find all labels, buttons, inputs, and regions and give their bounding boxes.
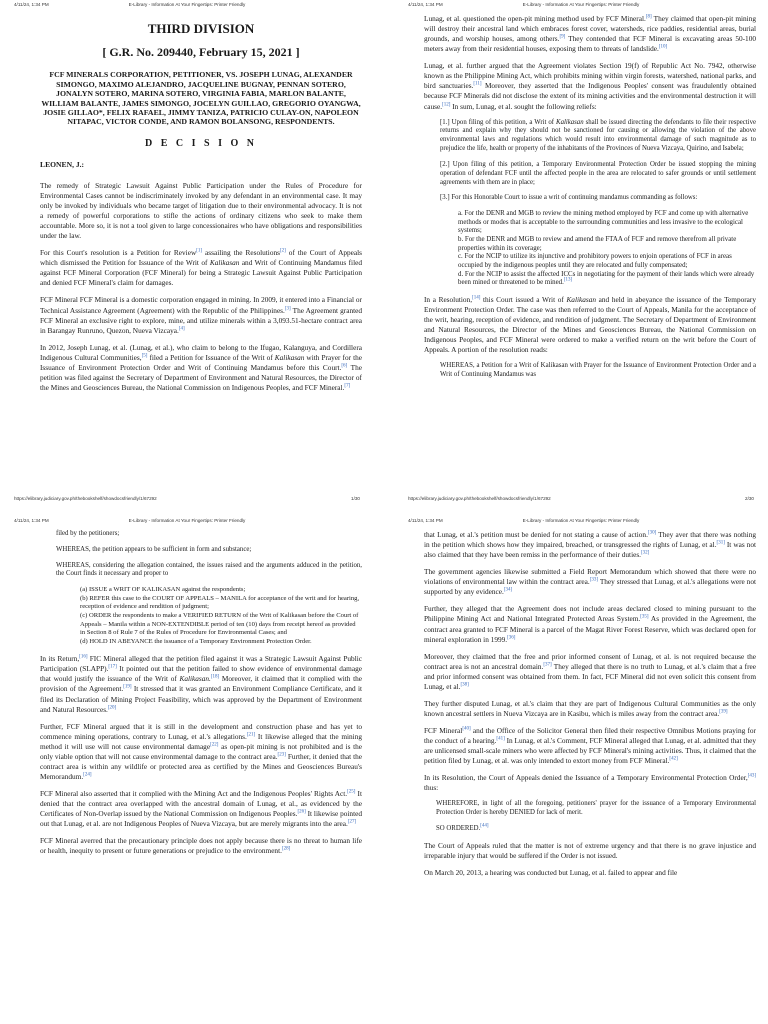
paragraph: FCF Mineral[40] and the Office of the Solicitor General then filed their respective Omnibus Motions praying for the conduct of a hearing.[41] In Lunag, et al.'s Comment, FCF Mineral alleged that Lunag, et al. admitted that they are unlicensed small-scale miners who were affected by FCF Mineral's mining activities. Thus, it claimed that the petition filed by Lunag, et al. was only intended to extort money from FCF Mineral.[42] <box>424 726 756 766</box>
page-body <box>424 14 756 492</box>
decision-heading: D E C I S I O N <box>145 137 257 149</box>
paragraph: FCF Mineral FCF Mineral is a domestic corporation engaged in mining. In 2009, it entered into a Financial or Technical Assistance Agreement (Agreement) with the Republic of the Philippines.[3] The Agreement granted FCF Mineral an exclusive right to explore, mine, and utilize minerals within a 3,093.51-hectare contract area in Barangay Runruno, Quezon, Nueva Vizcaya.[4] <box>40 295 363 335</box>
footnote-link[interactable]: [22] <box>210 742 219 748</box>
paragraph: In its Resolution, the Court of Appeals denied the Issuance of a Temporary Environmental Protection Order,[43] thus: <box>424 773 756 793</box>
print-date: 4/11/24, 1:34 PM <box>14 2 49 7</box>
print-header <box>408 518 754 526</box>
footnote-link[interactable]: [44] <box>480 823 489 829</box>
footnote-link[interactable]: [37] <box>543 662 552 668</box>
list-item: b. For the DENR and MGB to review and amend the FTAA of FCF and remove therefrom all private properties within its coverage; <box>458 236 737 252</box>
page-2 <box>394 0 768 506</box>
page-body <box>40 530 362 1008</box>
footnote-link[interactable]: [27] <box>347 819 357 825</box>
paragraph: Further, FCF Mineral argued that it is still in the development and construction phase and has yet to commence mining operations, contrary to Lunag, et al.'s allegations.[21] It likewise alleged that the mining method it will use will not cause environmental damage[22] as open-pit mining is not prohibited and is the only viable option that will not cause environmental damage to the contract area.[23] Further, it denied that the contract area is within any wildlife or protected area as certified by the Mines and Geosciences Bureau's Memorandum.[24] <box>40 721 363 781</box>
list-item: c. For the NCIP to utilize its injunctive and prohibitory powers to enjoin operations of FCF in areas occupied by the indigenous peoples until they are relocated and fully compensated; <box>458 253 732 269</box>
list-item: d. For the NCIP to assist the affected ICCs in negotiating for the payment of their lands which were already been mined or threatened to be mined.[13] <box>458 270 755 287</box>
paragraph: For this Court's resolution is a Petition for Review[1] assailing the Resolutions[2] of the Court of Appeals which dismissed the Petition for Issuance of the Writ of Kalikasan and Writ of Continuing Mandamus filed against FCF Mineral Corporation (FCF Mineral) for being a Strategic Lawsuit Against Public Participation and denied FCF Mineral's claim for damages. <box>40 248 362 288</box>
print-header <box>408 2 754 10</box>
footnote-link[interactable]: [3] <box>284 306 291 312</box>
page-3 <box>0 516 374 1022</box>
footnote-link[interactable]: [18] <box>210 674 220 680</box>
footnote-link[interactable]: [9] <box>559 34 566 40</box>
list-item: (c) ORDER the respondents to make a VERIFIED RETURN of the Writ of Kalikasan before the Court of Appeals – Manila within a NON-EXTENDIBLE period of ten (10) days from receipt hereof as provided in Section 8 of Rule 7 of the Rules of Procedure for Environmental Cases; and <box>80 612 359 637</box>
list-item: (b) REFER this case to the COURT OF APPEALS – MANILA for acceptance of the writ and for hearing, reception of evidence and rendition of judgment; <box>80 594 360 611</box>
footnote-link[interactable]: [35] <box>640 615 649 621</box>
ponente: LEONEN, J.: <box>40 160 85 170</box>
page-number: 1/30 <box>351 496 360 501</box>
print-site-title: E-Library - Information At Your Fingertips: Printer Friendly <box>522 2 640 7</box>
footnote-link[interactable]: [5] <box>141 353 148 359</box>
footnote-link[interactable]: [42] <box>669 756 678 762</box>
print-site-title: E-Library - Information At Your Fingertips: Printer Friendly <box>128 2 246 7</box>
list-item: (a) ISSUE a WRIT OF KALIKASAN against the respondents; <box>80 586 246 594</box>
list-item: a. For the DENR and MGB to review the mining method employed by FCF and come up with alternative methods or modes that is acceptable to the surrounding communities and less invasive to the ecological systems; <box>458 210 749 235</box>
relief-quote: [3.] For this Honorable Court to issue a writ of continuing mandamus commanding as follows: <box>440 194 698 202</box>
paragraph: Lunag, et al. questioned the open-pit mining method used by FCF Mineral.[8] They claimed that open-pit mining will destroy their ancestral land which embraces forest cover, watersheds, rice paddies, residential areas, burial grounds, and worship houses, among others.[9] They contended that FCF Mineral is excavating areas 50-100 meters away from their residential houses, exposing them to threats of landslide.[10] <box>424 14 757 54</box>
print-header <box>14 2 360 10</box>
footnote-link[interactable]: [31] <box>716 540 725 546</box>
paragraph: FCF Mineral also asserted that it complied with the Mining Act and the Indigenous Peoples' Rights Act.[25] It denied that the contract area overlapped with the ancestral domain of Lunag, et al., as evidenced by the Certificates of Non-Overlap issued by the National Commission on Indigenous Peoples.[26] It likewise pointed out that Lunag, et al. are not Indigenous Peoples of Nueva Vizcaya, but are merely migrants into the area.[27] <box>40 789 362 829</box>
page-1 <box>0 0 374 506</box>
footnote-link[interactable]: [4] <box>178 326 185 332</box>
resolution-quote: WHEREAS, the petition appears to be sufficient in form and substance; <box>56 545 252 553</box>
footnote-link[interactable]: [33] <box>589 577 599 583</box>
footnote-link[interactable]: [23] <box>277 752 286 758</box>
footnote-link[interactable]: [12] <box>442 102 451 108</box>
footnote-link[interactable]: [6] <box>341 363 348 369</box>
resolution-quote: filed by the petitioners; <box>56 530 120 537</box>
order-list <box>80 586 362 646</box>
relief-quote: [2.] Upon filing of this petition, a Temporary Environmental Protection Order be issued stopping the mining operation of defendant FCF until the affected people in the area are relocated to safer grounds or until settlement agreements with them are in place; <box>440 160 756 186</box>
footnote-link[interactable]: [8] <box>645 14 652 20</box>
footnote-link[interactable]: [11] <box>473 81 482 87</box>
print-footer <box>408 496 754 504</box>
footnote-link[interactable]: [30] <box>647 530 657 536</box>
paragraph: The Court of Appeals ruled that the matter is not of extreme urgency and that there is no grave injustice and irreparable injury that would be suffered if the Order is not issued. <box>424 840 756 860</box>
document-url[interactable]: https://elibrary.judiciary.gov.ph/thebookshelf/showdocsfriendly/1/67292 <box>14 496 157 501</box>
footnote-link[interactable]: [16] <box>79 654 88 660</box>
list-item: (d) HOLD IN ABEYANCE the issuance of a Temporary Environment Protection Order. <box>80 637 312 645</box>
print-date: 4/11/24, 1:34 PM <box>408 2 443 7</box>
page-body <box>424 530 756 1008</box>
footnote-link[interactable]: [19] <box>123 685 132 691</box>
footnote-link[interactable]: [40] <box>462 726 471 732</box>
footnote-link[interactable]: [7] <box>344 383 351 389</box>
footnote-link[interactable]: [20] <box>107 705 117 711</box>
print-site-title: E-Library - Information At Your Fingertips: Printer Friendly <box>128 518 246 523</box>
print-date: 4/11/24, 1:34 PM <box>14 518 49 523</box>
paragraph: The remedy of Strategic Lawsuit Against Public Participation under the Rules of Procedure for Environmental Cases cannot be indiscriminately invoked by any defendant in an environmental case. It may only be invoked by individuals who became target of litigation due to their environmental advocacy. It is not a remedy of powerful corporations to stifle the actions of ordinary citizens who seek to make them accountable. More so, it is not a tool given to large concessionaires who have obligations and responsibilities under the law. <box>40 180 362 241</box>
footnote-link[interactable]: [2] <box>279 248 286 254</box>
footnote-link[interactable]: [36] <box>507 635 516 641</box>
paragraph: Further, they alleged that the Agreement does not include areas declared closed to mining pursuant to the Philippine Mining Act and National Integrated Protected Areas System.[35] As provided in the Agreement, the contract area granted to FCF Mineral is a parcel of the Magat River Forest Reserve, which was declared open for mineral exploration in 1999.[36] <box>424 604 757 644</box>
relief-list <box>458 210 756 288</box>
footnote-link[interactable]: [10] <box>658 44 668 50</box>
relief-quote: [1.] Upon filing of this petition, a Writ of Kalikasan shall be issued directing the defendants to file their respective returns and explain why they should not be sanctioned for causing or allowing the violation of the above environmental laws and regulations which would result into environmental damage of such magnitude as to prejudice the life, health or property of the inhabitants of the Provinces of Nueva Vizcaya, Quirino, and Isabela; <box>440 118 756 153</box>
footnote-link[interactable]: [43] <box>747 773 756 779</box>
footnote-link[interactable]: [21] <box>246 732 256 738</box>
page-4 <box>394 516 768 1022</box>
print-date: 4/11/24, 1:34 PM <box>408 518 443 523</box>
paragraph: The government agencies likewise submitted a Field Report Memorandum which showed that there were no violations of environmental law within the contract area.[33] They stressed that Lunag, et al.'s allegations were not supported by any evidence.[34] <box>424 567 756 597</box>
paragraph: In a Resolution,[14] this Court issued a Writ of Kalikasan and held in abeyance the issuance of the Temporary Environment Protection Order. The case was then referred to the Court of Appeals, Manila for the acceptance of the writ, hearing, reception of evidence, and rendition of judgment. The Secretary of Department of Environment and Natural Resources, the Director of the Mines and Geosciences Bureau, the National Commission on Indigenous Peoples, and FCF Mineral were ordered to make a verified return on the writ before the Court of Appeals. A portion of the resolution reads: <box>424 294 756 355</box>
page-body <box>40 14 362 492</box>
paragraph: Moreover, they claimed that the free and prior informed consent of Lunag, et al. is not required because the contract area is not an ancestral domain.[37] They alleged that there is no truth to Lunag, et al.'s claim that a free and prior informed consent was obtained from them. In fact, FCF Mineral did not even solicit this consent from Lunag, et al.[38] <box>424 651 757 691</box>
paragraph: that Lunag, et al.'s petition must be denied for not stating a cause of action.[30] They aver that there was nothing in the petition which shows how they impaired, breached, or transgressed the rights of Lunag, et al.[31] It was not also claimed that they have been remiss in the performance of their duties.[32] <box>424 530 756 560</box>
footnote-link[interactable]: [13] <box>563 277 573 283</box>
paragraph: They further disputed Lunag, et al.'s claim that they are part of Indigenous Cultural Communities as the only known ancestral settlers in Nueva Vizcaya are in Kasibu, which is miles away from the contract area.[39] <box>424 698 756 718</box>
print-site-title: E-Library - Information At Your Fingertips: Printer Friendly <box>522 518 640 523</box>
document-url[interactable]: https://elibrary.judiciary.gov.ph/thebookshelf/showdocsfriendly/1/67292 <box>408 496 551 501</box>
print-header <box>14 518 360 526</box>
footnote-link[interactable]: [14] <box>472 295 481 301</box>
resolution-quote: WHEREAS, considering the allegation contained, the issues raised and the arguments adduced in the petition, the Court finds it necessary and proper to <box>56 561 362 578</box>
resolution-quote: WHEREFORE, in light of all the foregoing, petitioners' prayer for the issuance of a Temporary Environmental Protection Order is hereby DENIED for lack of merit. <box>436 800 756 817</box>
footnote-link[interactable]: [24] <box>83 772 92 778</box>
paragraph: On March 20, 2013, a hearing was conducted but Lunag, et al. failed to appear and file <box>424 867 678 877</box>
footnote-link[interactable]: [17] <box>108 664 117 670</box>
footnote-link[interactable]: [41] <box>496 736 505 742</box>
case-parties: FCF MINERALS CORPORATION, PETITIONER, VS. JOSEPH LUNAG, ALEXANDER SIMONGO, MAXIMO ALEJANDRO, JACQUELINE BUGNAY, PENNAN SOTERO, JONALYN SOTERO, MARINA SOTERO, VIRGINIA FABIA, MARLON BALANTE, WILLIAM BALANTE, JAMES SIMONGO, JOCELYN GUILLAO, GREGORIO OYANGWA, JOSIE GILLAO*, FELIX RAFAEL, JIMMY TANIZA, PATRICIO CULAY-ON, NAPOLEON NITAPAC, VICTOR CONDE, AND RAMON BOLANSONG, RESPONDENTS. <box>41 70 361 127</box>
footnote-link[interactable]: [28] <box>281 846 291 852</box>
resolution-quote: SO ORDERED.[44] <box>436 823 489 833</box>
paragraph: Lunag, et al. further argued that the Agreement violates Section 19(f) of Republic Act No. 7942, otherwise known as the Philippine Mining Act, which prohibits mining within virgin forests, watershed, national parks, and bird sanctuaries.[11] Moreover, they asserted that the Indigenous Peoples' consent was fraudulently obtained because FCF Minerals did not disclose the extent of its mining activities and the environmental destruction it will cause.[12] In sum, Lunag, et al. sought the following reliefs: <box>424 61 756 111</box>
footnote-link[interactable]: [38] <box>460 682 469 688</box>
footnote-link[interactable]: [39] <box>719 709 728 715</box>
division-heading: THIRD DIVISION <box>147 21 255 36</box>
footnote-link[interactable]: [1] <box>196 248 203 254</box>
footnote-link[interactable]: [34] <box>503 587 513 593</box>
footnote-link[interactable]: [26] <box>297 809 306 815</box>
resolution-quote: WHEREAS, a Petition for a Writ of Kalikasan with Prayer for the Issuance of Environment Protection Order and a Writ of Continuing Mandamus was <box>440 362 756 379</box>
paragraph: In its Return,[16] FIC Mineral alleged that the petition filed against it was a Strategic Lawsuit Against Public Participation (SLAPP).[17] It pointed out that the petition failed to show evidence of environmental damage that would justify the issuance of the Writ of Kalikasan.[18] Moreover, it claimed that it complied with the provision of the Agreement.[19] It stressed that it was granted an Environment Compliance Certificate, and it filed its Declaration of Mining Project Feasibility, which was approved by the Department of Environment and Natural Resources.[20] <box>40 654 362 714</box>
footnote-link[interactable]: [32] <box>641 550 650 556</box>
footnote-link[interactable]: [25] <box>347 789 356 795</box>
print-footer <box>14 496 360 504</box>
case-number: [ G.R. No. 209440, February 15, 2021 ] <box>102 44 300 59</box>
page-number: 2/30 <box>745 496 754 501</box>
paragraph: FCF Mineral averred that the precautionary principle does not apply because there is no threat to human life or health, inequity to present or future generations or prejudice to the environment.[28] <box>40 836 362 856</box>
paragraph: In 2012, Joseph Lunag, et al. (Lunag, et al.), who claim to belong to the Ifugao, Kalanguya, and Cordillera Indigenous Cultural Communities,[5] filed a Petition for Issuance of the Writ of Kalikasan with Prayer for the Issuance of Environment Protection Order and Writ of Continuing Mandamus before this Court.[6] The petition was filed against the Secretary of Department of Environment and Natural Resources, the Director of the Mines and Geosciences Bureau, the National Commission on Indigenous Peoples, and FCF Mineral.[7] <box>40 342 362 392</box>
